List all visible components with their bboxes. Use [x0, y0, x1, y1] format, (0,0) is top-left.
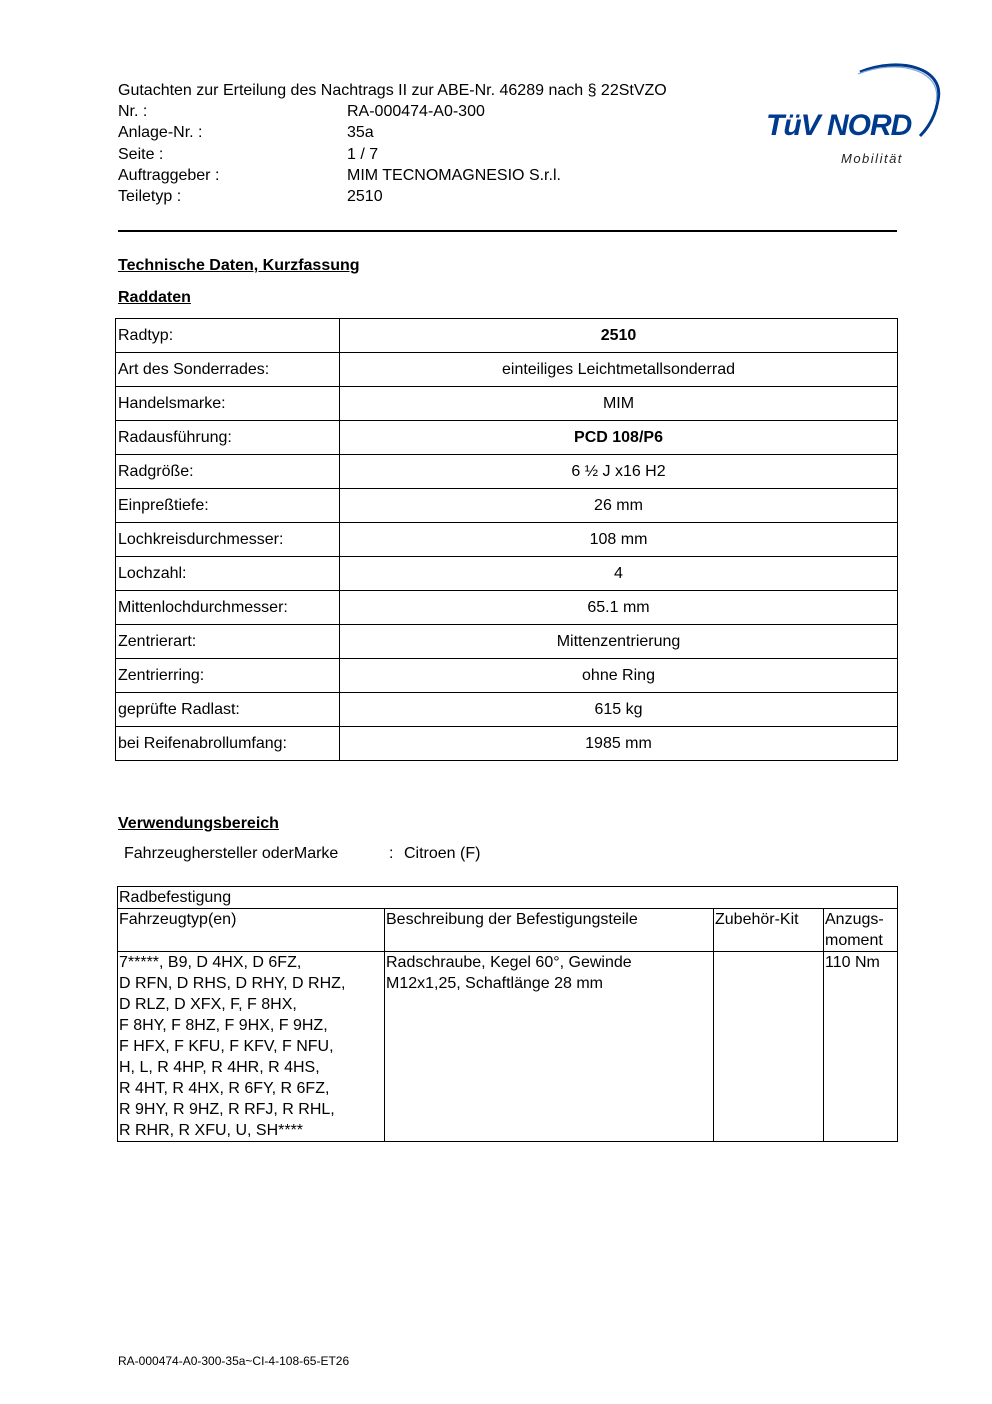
document-title: Gutachten zur Erteilung des Nachtrags II zur ABE-Nr. 46289 nach § 22StVZO [118, 82, 667, 99]
raddaten-table [115, 318, 898, 761]
fahrzeugtypen-cell [118, 952, 385, 1142]
raddaten-label: Art des Sonderrades: [116, 353, 340, 387]
header-field-value: MIM TECNOMAGNESIO S.r.l. [347, 167, 561, 184]
raddaten-label: geprüfte Radlast: [116, 693, 340, 727]
table-row [116, 353, 898, 387]
header-field-label: Auftraggeber : [118, 167, 220, 184]
zubehoer-kit-cell [714, 952, 824, 1142]
header-field-seite [118, 144, 379, 165]
table-row [116, 557, 898, 591]
header-beschreibung: Beschreibung der Befestigungsteile [385, 909, 714, 952]
beschreibung-line: Radschraube, Kegel 60°, Gewinde [386, 954, 632, 971]
header-fahrzeugtyp: Fahrzeugtyp(en) [118, 909, 385, 952]
beschreibung-line: M12x1,25, Schaftlänge 28 mm [386, 975, 604, 992]
raddaten-label: Mittenlochdurchmesser: [116, 591, 340, 625]
radbefestigung-table [117, 886, 898, 1142]
fahrzeugtyp-line: R 4HT, R 4HX, R 6FY, R 6FZ, [119, 1080, 330, 1097]
raddaten-value: 4 [340, 557, 898, 591]
raddaten-heading: Raddaten [118, 289, 191, 306]
hersteller-value: Citroen (F) [404, 845, 481, 862]
raddaten-value: einteiliges Leichtmetallsonderrad [340, 353, 898, 387]
raddaten-label: Einpreßtiefe: [116, 489, 340, 523]
header-zubehoer-kit: Zubehör-Kit [714, 909, 824, 952]
table-row [116, 489, 898, 523]
hersteller-label: Fahrzeughersteller oderMarke [124, 845, 339, 862]
header-anzugsmoment-line2: moment [825, 932, 883, 949]
table-row [116, 319, 898, 353]
fahrzeugtyp-line: R RHR, R XFU, U, SH**** [119, 1122, 304, 1139]
raddaten-label: Radtyp: [116, 319, 340, 353]
verwendung-heading: Verwendungsbereich [118, 815, 279, 832]
radbefestigung-title: Radbefestigung [118, 887, 898, 909]
header-field-auftraggeber [118, 165, 561, 186]
header-field-label: Teiletyp : [118, 188, 182, 205]
header-field-nr [118, 101, 485, 122]
header-field-value: RA-000474-A0-300 [347, 103, 485, 120]
table-row [116, 659, 898, 693]
header-divider [118, 230, 897, 232]
table-row [116, 387, 898, 421]
fahrzeugtyp-line: D RLZ, D XFX, F, F 8HX, [119, 996, 297, 1013]
table-row [116, 727, 898, 761]
table-row [116, 455, 898, 489]
raddaten-label: Radgröße: [116, 455, 340, 489]
hersteller-separator: : [389, 845, 394, 862]
raddaten-label: Lochkreisdurchmesser: [116, 523, 340, 557]
table-row [118, 909, 898, 952]
fahrzeugtyp-line: F HFX, F KFU, F KFV, F NFU, [119, 1038, 334, 1055]
header-anzugsmoment [824, 909, 898, 952]
fahrzeugtyp-line: R 9HY, R 9HZ, R RFJ, R RHL, [119, 1101, 335, 1118]
header-field-value: 35a [347, 124, 374, 141]
table-row [116, 421, 898, 455]
raddaten-value: 2510 [340, 319, 898, 353]
section-title: Technische Daten, Kurzfassung [118, 257, 360, 274]
raddaten-label: Zentrierart: [116, 625, 340, 659]
raddaten-label: Radausführung: [116, 421, 340, 455]
fahrzeugtyp-line: D RFN, D RHS, D RHY, D RHZ, [119, 975, 346, 992]
header-field-teiletyp [118, 186, 383, 207]
fahrzeugtyp-line: 7*****, B9, D 4HX, D 6FZ, [119, 954, 302, 971]
header-field-anlage [118, 122, 374, 143]
raddaten-value: Mittenzentrierung [340, 625, 898, 659]
fahrzeugtyp-line: H, L, R 4HP, R 4HR, R 4HS, [119, 1059, 320, 1076]
table-row [118, 887, 898, 909]
raddaten-value: 6 ½ J x16 H2 [340, 455, 898, 489]
raddaten-label: Zentrierring: [116, 659, 340, 693]
raddaten-label: Handelsmarke: [116, 387, 340, 421]
raddaten-value: ohne Ring [340, 659, 898, 693]
table-row [118, 952, 898, 1142]
header-field-value: 2510 [347, 188, 383, 205]
table-row [116, 693, 898, 727]
header-field-label: Nr. : [118, 103, 148, 120]
raddaten-value: 1985 mm [340, 727, 898, 761]
header-field-value: 1 / 7 [347, 146, 379, 163]
raddaten-value: PCD 108/P6 [340, 421, 898, 455]
logo-brand: TüV NORD [766, 109, 912, 142]
raddaten-value: 615 kg [340, 693, 898, 727]
header-anzugsmoment-line1: Anzugs- [825, 911, 884, 928]
fahrzeugtyp-line: F 8HY, F 8HZ, F 9HX, F 9HZ, [119, 1017, 328, 1034]
raddaten-value: 108 mm [340, 523, 898, 557]
raddaten-label: Lochzahl: [116, 557, 340, 591]
table-row [116, 591, 898, 625]
raddaten-value: MIM [340, 387, 898, 421]
header-field-label: Seite : [118, 146, 164, 163]
anzugsmoment-cell: 110 Nm [824, 952, 898, 1142]
table-row [116, 625, 898, 659]
raddaten-value: 26 mm [340, 489, 898, 523]
table-row [116, 523, 898, 557]
logo-subtitle: Mobilität [841, 151, 903, 166]
raddaten-label: bei Reifenabrollumfang: [116, 727, 340, 761]
header-field-label: Anlage-Nr. : [118, 124, 203, 141]
beschreibung-cell [385, 952, 714, 1142]
document-footer: RA-000474-A0-300-35a~CI-4-108-65-ET26 [118, 1354, 350, 1368]
tuv-nord-logo [760, 58, 945, 170]
raddaten-value: 65.1 mm [340, 591, 898, 625]
